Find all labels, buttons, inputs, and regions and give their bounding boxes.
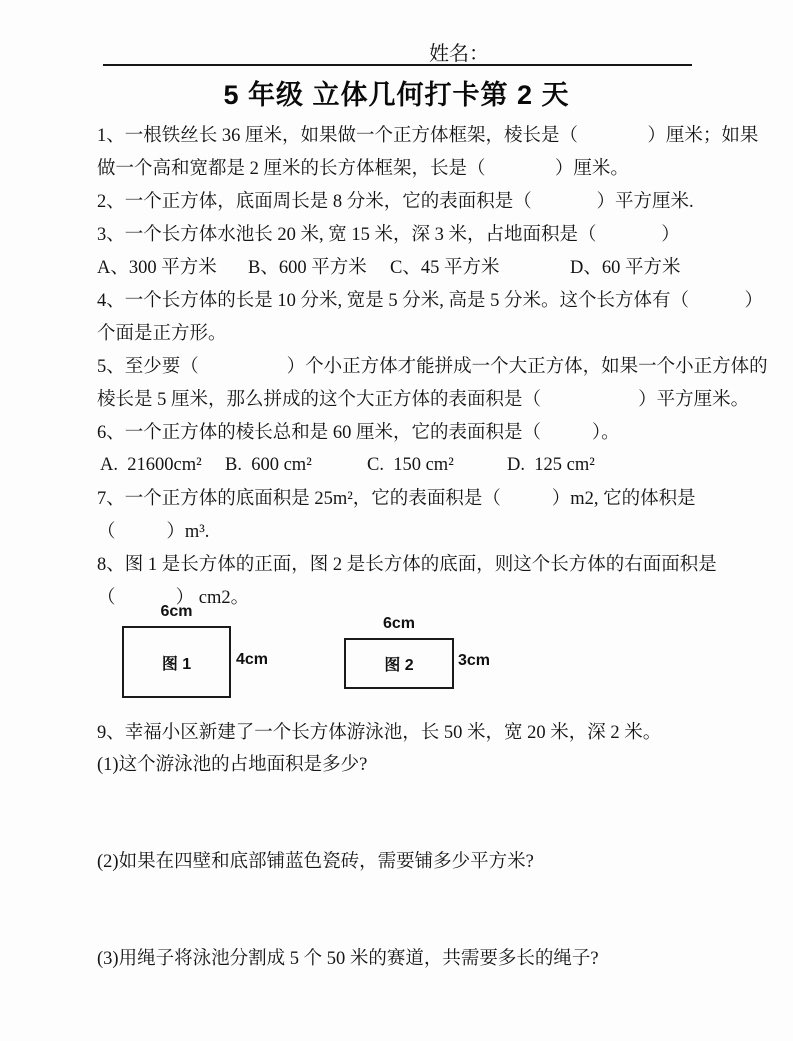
name-underline — [103, 64, 692, 66]
question-5-line-1: 5、至少要（ ）个小正方体才能拼成一个大正方体，如果一个小正方体的 — [97, 357, 768, 377]
question-3-option-a: A、300 平方米 — [97, 258, 217, 278]
figure-1-top-dimension-label: 6cm — [160, 603, 193, 620]
question-2: 2、一个正方体，底面周长是 8 分米，它的表面积是（ ）平方厘米. — [97, 192, 694, 212]
name-label: 姓名： — [429, 43, 489, 65]
question-8-line-1: 8、图 1 是长方体的正面，图 2 是长方体的底面，则这个长方体的右面面积是 — [97, 555, 717, 575]
question-9-sub-3: (3)用绳子将泳池分割成 5 个 50 米的赛道，共需要多长的绳子? — [97, 949, 599, 969]
question-3: 3、一个长方体水池长 20 米, 宽 15 米，深 3 米，占地面积是（ ） — [97, 225, 680, 245]
question-3-options — [0, 256, 793, 280]
question-3-option-b: B、600 平方米 — [248, 258, 367, 278]
question-7-line-2: （ ）m³. — [97, 522, 210, 542]
question-6-options — [0, 453, 793, 477]
figure-2-caption: 图 2 — [384, 657, 414, 674]
figure-1-rectangle — [122, 626, 231, 698]
figure-2-top-dimension-label: 6cm — [382, 615, 416, 632]
question-5-line-2: 棱长是 5 厘米，那么拼成的这个大正方体的表面积是（ ）平方厘米。 — [97, 390, 750, 410]
figure-1-side-dimension-label: 4cm — [236, 651, 269, 668]
question-6: 6、一个正方体的棱长总和是 60 厘米，它的表面积是（ ）。 — [97, 423, 620, 443]
question-6-option-a: A. 21600cm² — [100, 455, 202, 475]
question-7-line-1: 7、一个正方体的底面积是 25m²，它的表面积是（ ）m2, 它的体积是 — [97, 489, 696, 509]
figure-2-side-dimension-label: 3cm — [458, 652, 491, 669]
figure-1-caption: 图 1 — [161, 655, 192, 673]
question-9: 9、幸福小区新建了一个长方体游泳池，长 50 米，宽 20 米，深 2 米。 — [97, 723, 662, 743]
page-title: 5 年级 立体几何打卡第 2 天 — [223, 80, 570, 110]
question-9-sub-1: (1)这个游泳池的占地面积是多少? — [97, 755, 368, 775]
question-6-option-c: C. 150 cm² — [367, 455, 454, 475]
question-9-sub-2: (2)如果在四壁和底部铺蓝色瓷砖，需要铺多少平方米? — [97, 852, 534, 872]
question-3-option-d: D、60 平方米 — [570, 258, 681, 278]
question-1-line-1: 1、一根铁丝长 36 厘米，如果做一个正方体框架，棱长是（ ）厘米；如果 — [97, 126, 759, 146]
question-8-line-2: （ ） cm2。 — [97, 588, 250, 608]
question-4-line-1: 4、一个长方体的长是 10 分米, 宽是 5 分米, 高是 5 分米。这个长方体有（ ） — [97, 291, 764, 311]
question-3-option-c: C、45 平方米 — [390, 258, 500, 278]
question-6-option-d: D. 125 cm² — [507, 455, 595, 475]
question-4-line-2: 个面是正方形。 — [97, 324, 227, 344]
question-1-line-2: 做一个高和宽都是 2 厘米的长方体框架，长是（ ）厘米。 — [97, 159, 629, 179]
figure-2-rectangle — [344, 638, 454, 689]
question-6-option-b: B. 600 cm² — [225, 455, 312, 475]
